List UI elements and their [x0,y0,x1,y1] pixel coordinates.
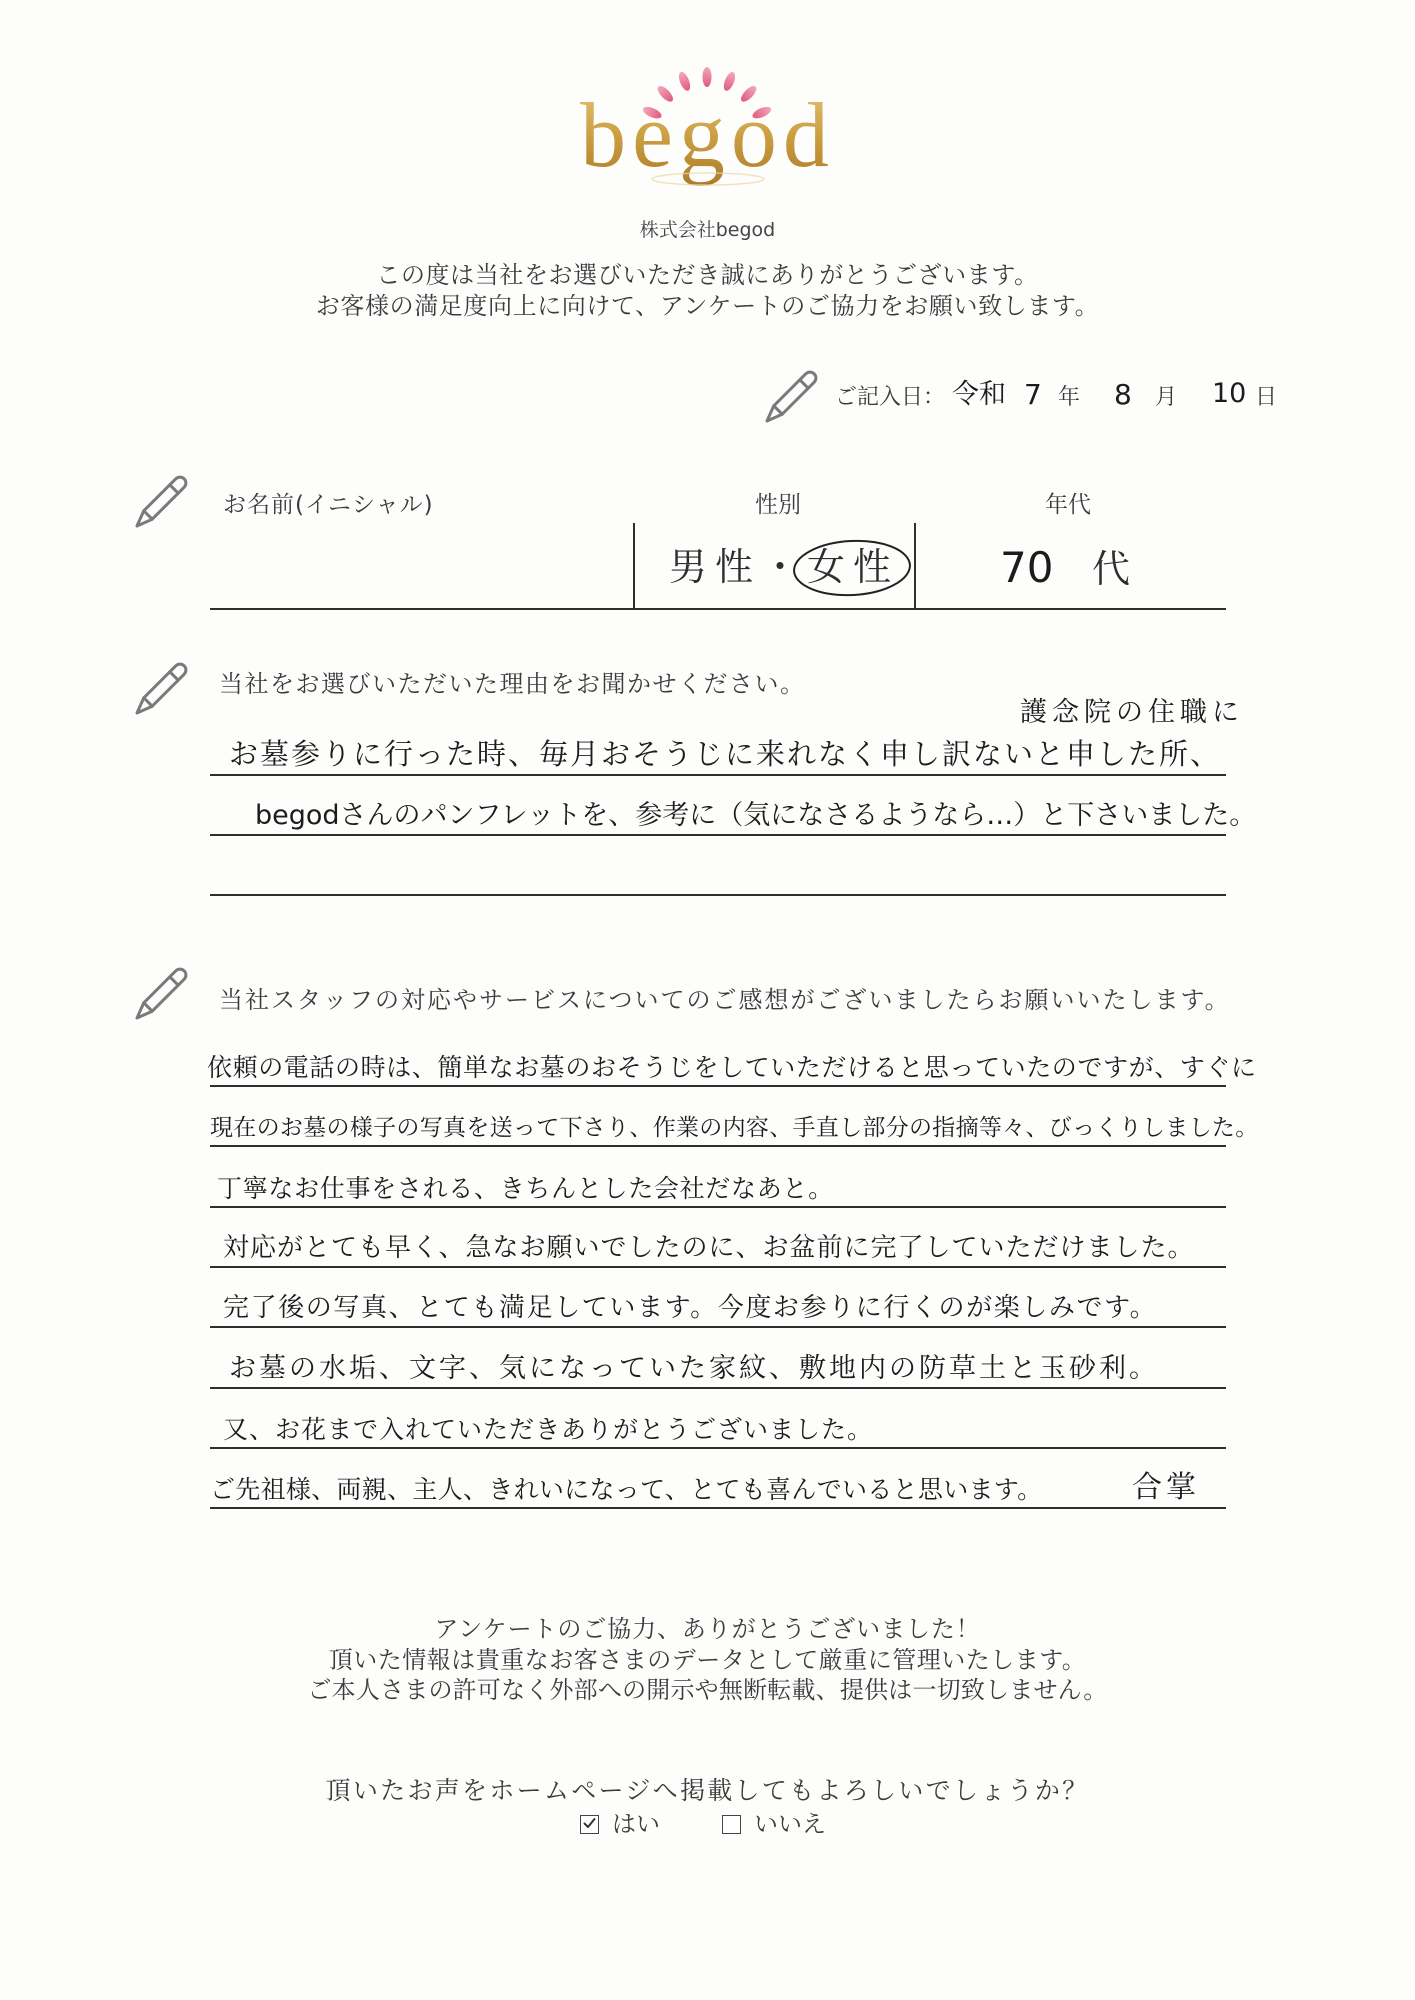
privacy-line: ご本人さまの許可なく外部への開示や無断転載、提供は一切致しません。 [307,1676,1108,1704]
gender-options [669,545,899,591]
date-day: 10 [1212,378,1247,409]
pencil-icon [130,965,190,1025]
answer-rule [210,1387,1226,1389]
feedback-answer-line: 依頼の電話の時は、簡単なお墓のおそうじをしていただけると思っていたのですが、すぐに [207,1053,1257,1082]
pencil-icon [130,473,190,533]
logo-halo [648,170,768,188]
gender-option-male [669,545,761,591]
reason-insertion-note: 護念院の住職に [1020,697,1244,728]
intro-line: お客様の満足度向上に向けて、アンケートのご協力をお願い致します。 [315,292,1100,320]
answer-rule [210,1507,1226,1509]
feedback-answer-line: 対応がとても早く、急なお願いでしたのに、お盆前に完了していただけました。 [223,1233,1195,1263]
column-divider [914,523,916,609]
footer-thanks: アンケートのご協力、ありがとうございました！ [434,1615,981,1643]
answer-rule [210,1326,1226,1328]
consent-option-yes[interactable] [580,1810,660,1839]
privacy-line: 頂いた情報は貴重なお客さまのデータとして厳重に管理いたします。 [328,1646,1087,1674]
date-month-unit: 月 [1155,385,1178,410]
consent-option-no[interactable] [722,1810,826,1839]
checkbox-icon[interactable] [722,1815,741,1834]
answer-rule [210,834,1226,836]
feedback-answer-line: 現在のお墓の様子の写真を送って下さり、作業の内容、手直し部分の指摘等々、びっくりしました。 [210,1115,1259,1141]
gender-option-female [807,545,899,591]
answer-rule [210,774,1226,776]
reason-answer-line: begodさんのパンフレットを、参考に（気になさるようなら…）と下さいました。 [255,800,1257,831]
company-name: 株式会社begod [639,219,776,241]
intro-line: この度は当社をお選びいただき誠にありがとうございます。 [376,261,1039,289]
date-month: 8 [1114,378,1132,411]
feedback-answer-line: 又、お花まで入れていただきありがとうございました。 [223,1415,874,1444]
feedback-answer-line: 完了後の写真、とても満足しています。今度お参りに行くのが楽しみです。 [223,1293,1158,1323]
consent-option-label: いいえ [754,1810,826,1838]
age-label: 年代 [1045,492,1091,518]
answer-rule [210,1266,1226,1268]
gender-option-label: 男性 [669,545,762,589]
date-label: ご記入日： [835,385,946,410]
answer-rule [210,1085,1226,1087]
name-label: お名前(イニシャル) [223,492,434,518]
date-era: 令和 [952,379,1006,410]
feedback-closing: 合掌 [1132,1470,1200,1505]
checkbox-icon[interactable] [580,1815,599,1834]
consent-options [580,1810,888,1839]
feedback-question: 当社スタッフの対応やサービスについてのご感想がございましたらお願いいたします。 [219,986,1231,1014]
pencil-icon [130,660,190,720]
gender-option-label: 女性 [807,545,900,589]
answer-rule [210,1447,1226,1449]
logo-wordmark: begod [0,80,1415,190]
feedback-answer-line: お墓の水垢、文字、気になっていた家紋、敷地内の防草土と玉砂利。 [229,1353,1159,1384]
gender-label: 性別 [755,492,801,518]
date-day-unit: 日 [1255,385,1278,410]
date-year: 7 [1024,378,1042,411]
reason-answer-line: お墓参りに行った時、毎月おそうじに来れなく申し訳ないと申した所、 [229,737,1222,771]
reason-question: 当社をお選びいただいた理由をお聞かせください。 [219,670,806,698]
gender-separator: ・ [761,545,808,589]
feedback-answer-line: ご先祖様、両親、主人、きれいになって、とても喜んでいると思います。 [210,1475,1043,1504]
age-unit: 代 [1092,547,1131,591]
answer-rule [210,1145,1226,1147]
date-year-unit: 年 [1058,385,1081,410]
consent-option-label: はい [612,1810,660,1838]
selection-circle [791,538,913,598]
age-value: 70 [1000,543,1054,592]
pencil-icon [760,368,820,428]
consent-question: 頂いたお声をホームページへ掲載してもよろしいでしょうか？ [325,1776,1090,1805]
column-divider [633,523,635,609]
name-row-rule [210,608,1226,610]
answer-rule [210,1206,1226,1208]
answer-rule [210,894,1226,896]
feedback-answer-line: 丁寧なお仕事をされる、きちんとした会社だなあと。 [217,1174,834,1203]
